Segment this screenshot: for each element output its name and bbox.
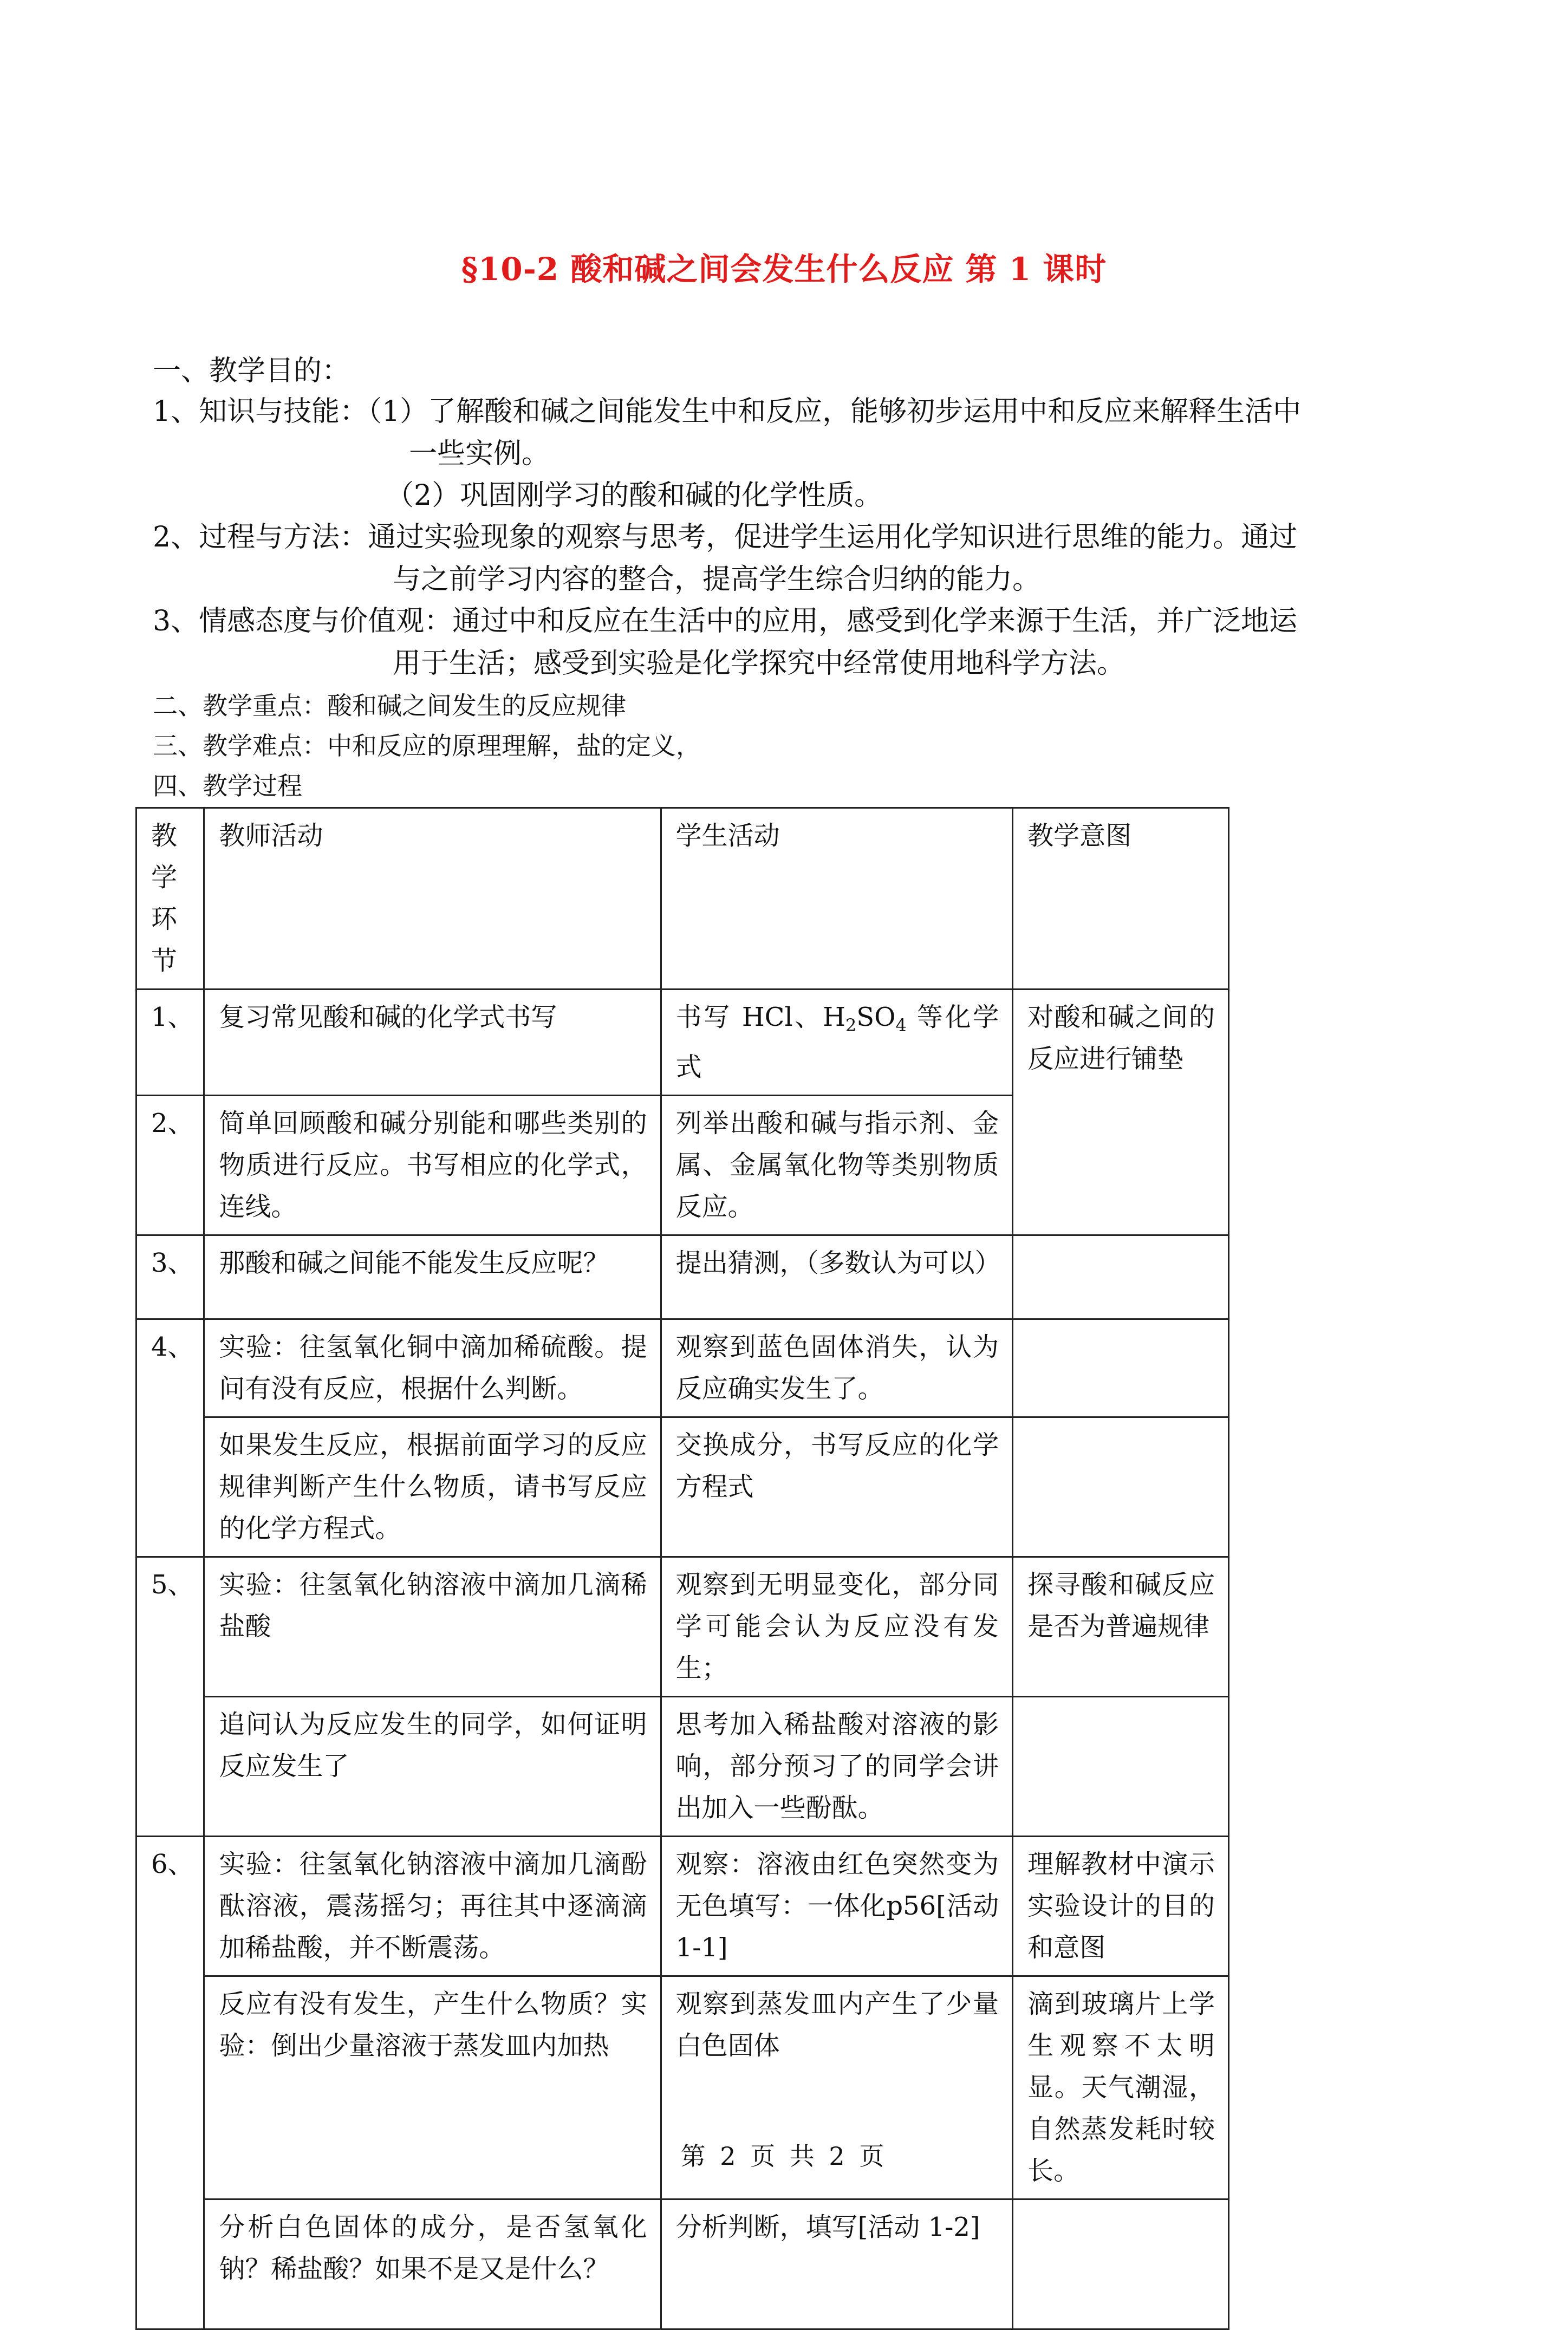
intent-cell — [1013, 1235, 1229, 1319]
objective-1-text: （1）了解酸和碱之间能发生中和反应，能够初步运用中和反应来解释生活中 — [368, 395, 1302, 428]
objective-2-text: 通过实验现象的观察与思考，促进学生运用化学知识进行思维的能力。通过 — [368, 521, 1298, 554]
intent-cell — [1013, 1417, 1229, 1557]
intent-cell: 对酸和碱之间的反应进行铺垫 — [1013, 990, 1229, 1235]
intent-cell — [1013, 1319, 1229, 1417]
table-row — [136, 1557, 1229, 1697]
objective-1 — [153, 393, 1301, 431]
intent-cell — [1013, 1697, 1229, 1837]
student-text: 等化学式 — [675, 1002, 999, 1082]
student-text: 书写 HCl、H — [675, 1002, 845, 1032]
objective-3 — [153, 602, 1297, 640]
student-text: SO — [856, 1002, 896, 1032]
intent-cell: 理解教材中演示实验设计的目的和意图 — [1013, 1837, 1229, 1976]
teacher-cell: 简单回顾酸和碱分别能和哪些类别的物质进行反应。书写相应的化学式，连线。 — [204, 1096, 661, 1235]
step-cell: 1、 — [136, 990, 204, 1096]
student-cell — [661, 990, 1013, 1096]
step-cell: 3、 — [136, 1235, 204, 1319]
teacher-cell: 如果发生反应，根据前面学习的反应规律判断产生什么物质，请书写反应的化学方程式。 — [204, 1417, 661, 1557]
student-cell: 分析判断，填写[活动 1-2] — [661, 2199, 1013, 2329]
student-cell: 观察到蒸发皿内产生了少量白色固体 — [661, 1976, 1013, 2199]
objective-1-part-2: （2）巩固刚学习的酸和碱的化学性质。 — [386, 479, 883, 512]
teacher-cell: 实验：往氢氧化钠溶液中滴加几滴稀盐酸 — [204, 1557, 661, 1697]
student-cell: 思考加入稀盐酸对溶液的影响，部分预习了的同学会讲出加入一些酚酞。 — [661, 1697, 1013, 1837]
header-step: 教学环节 — [136, 808, 204, 990]
objective-1-continuation: 一些实例。 — [409, 438, 550, 470]
student-cell: 列举出酸和碱与指示剂、金属、金属氧化物等类别物质反应。 — [661, 1096, 1013, 1235]
objective-2-continuation: 与之前学习内容的整合，提高学生综合归纳的能力。 — [393, 563, 1041, 596]
intent-cell — [1013, 2199, 1229, 2329]
process-heading: 四、教学过程 — [153, 771, 302, 800]
teacher-cell: 实验：往氢氧化钠溶液中滴加几滴酚酞溶液，震荡摇匀；再往其中逐滴滴加稀盐酸，并不断震荡。 — [204, 1837, 661, 1976]
teaching-process-table — [135, 807, 1229, 2330]
table-row — [136, 2199, 1229, 2329]
subscript: 4 — [895, 1015, 907, 1036]
teacher-cell: 反应有没有发生，产生什么物质？实验：倒出少量溶液于蒸发皿内加热 — [204, 1976, 661, 2199]
objective-1-label: 1、知识与技能： — [153, 395, 368, 428]
header-teacher: 教师活动 — [204, 808, 661, 990]
table-row — [136, 990, 1229, 1096]
key-point: 二、教学重点：酸和碱之间发生的反应规律 — [153, 691, 626, 720]
teacher-cell: 分析白色固体的成分，是否氢氧化钠？稀盐酸？如果不是又是什么？ — [204, 2199, 661, 2329]
student-cell: 观察到无明显变化，部分同学可能会认为反应没有发生； — [661, 1557, 1013, 1697]
header-intent: 教学意图 — [1013, 808, 1229, 990]
step-cell: 2、 — [136, 1096, 204, 1235]
teacher-cell: 实验：往氢氧化铜中滴加稀硫酸。提问有没有反应，根据什么判断。 — [204, 1319, 661, 1417]
objectives-heading: 一、教学目的： — [153, 355, 350, 387]
difficulty: 三、教学难点：中和反应的原理理解，盐的定义， — [153, 731, 701, 760]
student-cell: 观察：溶液由红色突然变为无色填写：一体化p56[活动 1-1] — [661, 1837, 1013, 1976]
page-title: §10-2 酸和碱之间会发生什么反应 第 1 课时 — [461, 251, 1107, 288]
table-row — [136, 1697, 1229, 1837]
table-row — [136, 1319, 1229, 1417]
step-cell: 4、 — [136, 1319, 204, 1557]
objective-3-continuation: 用于生活；感受到实验是化学探究中经常使用地科学方法。 — [393, 647, 1125, 680]
intent-cell: 探寻酸和碱反应是否为普遍规律 — [1013, 1557, 1229, 1697]
student-cell: 观察到蓝色固体消失，认为反应确实发生了。 — [661, 1319, 1013, 1417]
subscript: 2 — [845, 1015, 857, 1036]
teacher-cell: 追问认为反应发生的同学，如何证明反应发生了 — [204, 1697, 661, 1837]
objective-2 — [153, 518, 1297, 556]
objective-3-text: 通过中和反应在生活中的应用，感受到化学来源于生活，并广泛地运 — [452, 605, 1298, 637]
page-footer: 第 2 页 共 2 页 — [680, 2142, 888, 2171]
table-row — [136, 1837, 1229, 1976]
step-cell: 5、 — [136, 1557, 204, 1837]
table-row — [136, 1235, 1229, 1319]
teacher-cell: 那酸和碱之间能不能发生反应呢？ — [204, 1235, 661, 1319]
teacher-cell: 复习常见酸和碱的化学式书写 — [204, 990, 661, 1096]
objective-3-label: 3、情感态度与价值观： — [153, 605, 453, 637]
student-cell: 交换成分，书写反应的化学方程式 — [661, 1417, 1013, 1557]
table-row — [136, 1417, 1229, 1557]
header-student: 学生活动 — [661, 808, 1013, 990]
intent-cell: 滴到玻璃片上学生观察不太明显。天气潮湿，自然蒸发耗时较长。 — [1013, 1976, 1229, 2199]
objective-2-label: 2、过程与方法： — [153, 521, 368, 554]
table-header-row — [136, 808, 1229, 990]
student-cell: 提出猜测，（多数认为可以） — [661, 1235, 1013, 1319]
step-cell: 6、 — [136, 1837, 204, 2329]
